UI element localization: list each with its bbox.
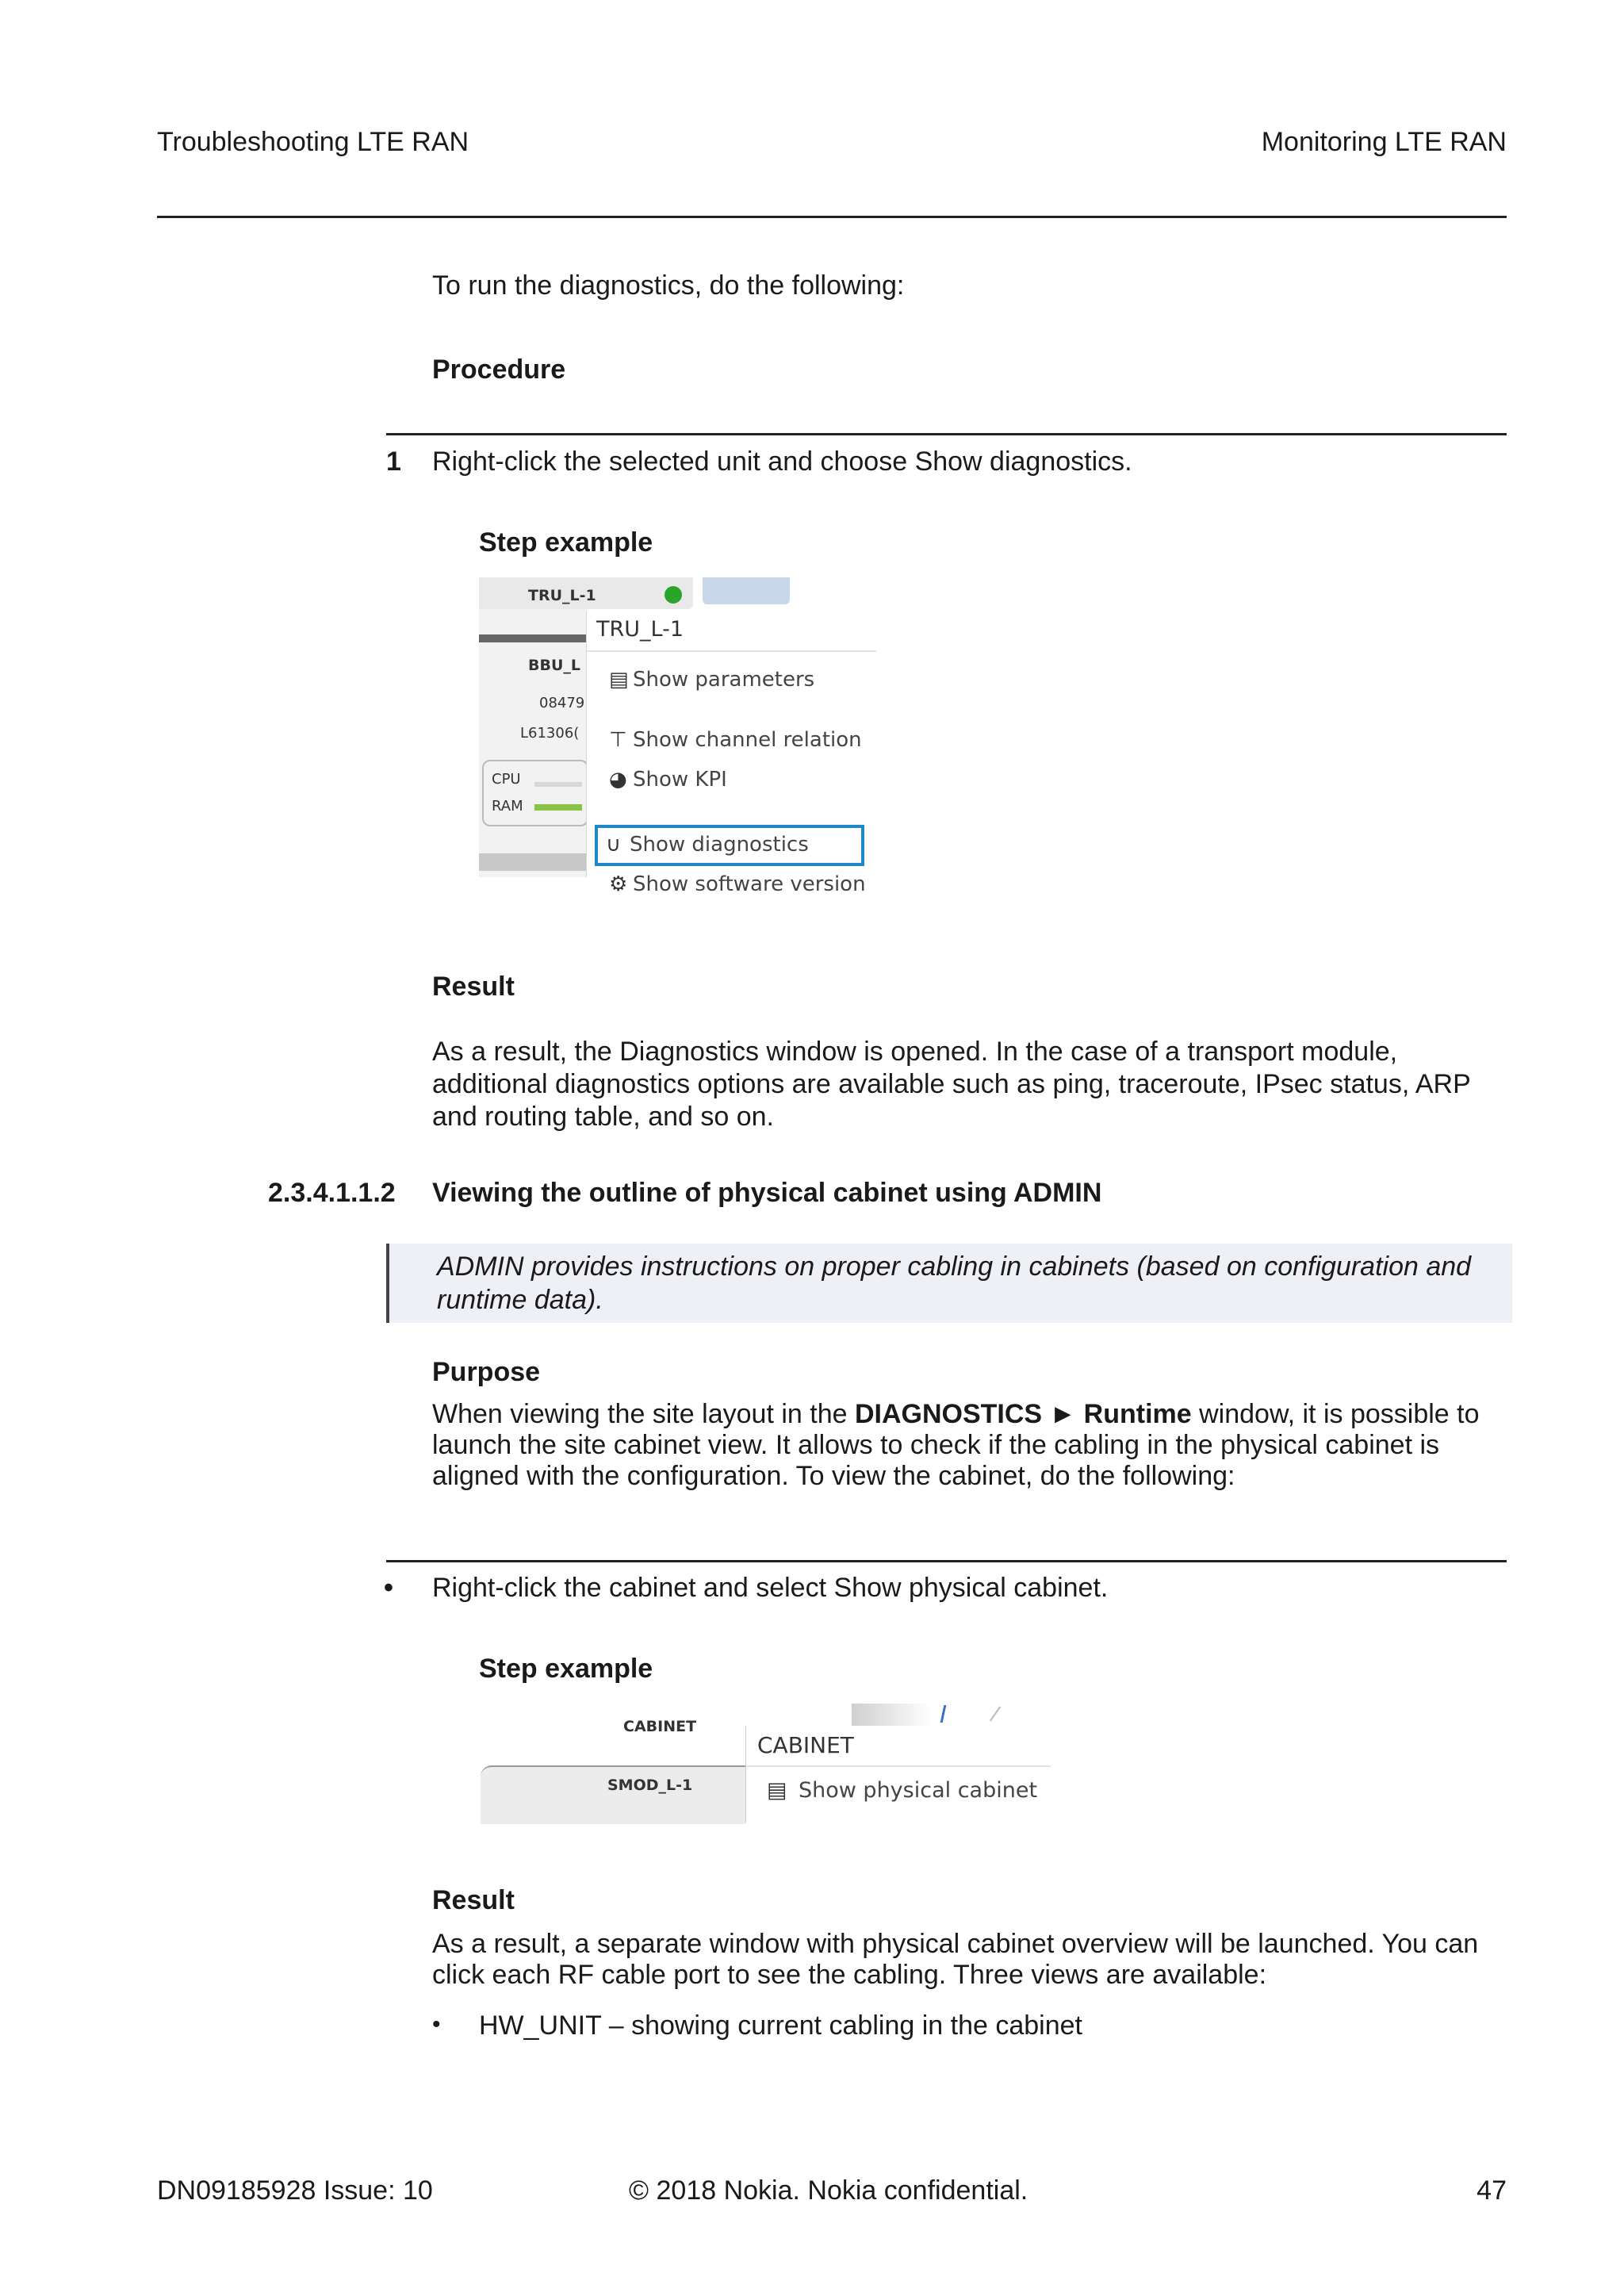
note-box: ADMIN provides instructions on proper cabling in cabinets (based on configuration and runtime data). — [386, 1244, 1512, 1323]
ram-usage-bar — [534, 804, 582, 811]
step1-text: Right-click the selected unit and choose Show diagnostics. — [432, 447, 1132, 477]
gear-icon: ⚙ — [609, 872, 628, 896]
stethoscope-icon: ∪ — [606, 833, 622, 857]
cabinet-menu-screenshot — [479, 1704, 1050, 1823]
step2-text: Right-click the cabinet and select Show physical cabinet. — [432, 1573, 1109, 1603]
section-number: 2.3.4.1.1.2 — [268, 1178, 396, 1208]
menu-item-show-kpi[interactable] — [609, 768, 727, 792]
purpose-text-before: When viewing the site layout in the — [432, 1399, 855, 1429]
step2-rule — [386, 1560, 1507, 1562]
result1-text: As a result, the Diagnostics window is opened. In the case of a transport module, additional diagnostics options are available such as ping, traceroute, IPsec status, ARP and routing table, and so on. — [432, 1037, 1471, 1132]
list-icon: ▤ — [767, 1778, 787, 1803]
result2-bullet: • — [432, 2011, 441, 2037]
smod-label: SMOD_L-1 — [607, 1777, 693, 1794]
context-menu-screenshot — [479, 577, 875, 896]
context-menu-title: TRU_L-1 — [596, 617, 684, 642]
purpose-menu-item: Runtime — [1083, 1399, 1192, 1429]
menu-item-label: Show diagnostics — [630, 833, 809, 857]
cpu-label: CPU — [492, 771, 521, 788]
result2-text: As a result, a separate window with physical cabinet overview will be launched. You can click each RF cable port to see the cabling. Three views are available: — [432, 1929, 1479, 1990]
header-left: Troubleshooting LTE RAN — [157, 127, 469, 157]
step1-rule — [386, 433, 1507, 435]
menu-item-label: Show physical cabinet — [799, 1778, 1038, 1803]
hierarchy-icon: ⊤ — [609, 728, 627, 752]
highlight-box — [595, 825, 864, 866]
pie-chart-icon: ◕ — [609, 768, 627, 792]
footer-copyright: © 2018 Nokia. Nokia confidential. — [629, 2175, 1028, 2206]
list-icon: ▤ — [609, 668, 629, 692]
menu-separator — [746, 1765, 1051, 1767]
step2-example-heading: Step example — [479, 1654, 653, 1684]
menu-item-show-physical-cabinet[interactable] — [767, 1778, 1037, 1803]
unit-label: TRU_L-1 — [528, 587, 596, 604]
result2-heading: Result — [432, 1885, 515, 1915]
cabinet-context-menu — [745, 1726, 1051, 1823]
result1-heading: Result — [432, 972, 515, 1002]
status-indicator-icon — [665, 586, 682, 604]
cpu-usage-bar — [534, 782, 582, 787]
header-right: Monitoring LTE RAN — [1261, 127, 1507, 157]
result2-item1: HW_UNIT – showing current cabling in the cabinet — [479, 2010, 1082, 2041]
menu-separator — [587, 650, 876, 652]
purpose-text-after: window, it is possible to launch the site cabinet view. It allows to check if the cabling in the physical cabinet is aligned with the configuration. To view the cabinet, do the following: — [432, 1399, 1480, 1491]
toolbar-fragment — [852, 1704, 1050, 1726]
intro-text: To run the diagnostics, do the following: — [432, 270, 905, 301]
resource-panel — [482, 760, 588, 826]
cabinet-menu-title: CABINET — [757, 1732, 854, 1758]
unit-divider — [479, 634, 586, 642]
step2-bullet: • — [384, 1573, 393, 1603]
menu-item-label: Show parameters — [633, 668, 815, 692]
menu-item-show-channel-relation[interactable] — [609, 728, 862, 752]
menu-item-label: Show software version — [633, 872, 866, 896]
menu-item-show-software-version[interactable] — [609, 872, 866, 896]
menu-item-show-parameters[interactable] — [609, 668, 814, 692]
step1-number: 1 — [386, 447, 401, 477]
unit-id-1: 08479 — [539, 695, 585, 711]
header-rule — [157, 216, 1507, 218]
panel-footer — [479, 853, 586, 871]
menu-item-label: Show KPI — [633, 768, 727, 792]
menu-arrow-icon: ► — [1049, 1399, 1077, 1429]
bbu-label: BBU_L — [528, 657, 580, 674]
cabinet-label: CABINET — [623, 1718, 697, 1735]
footer-doc-id: DN09185928 Issue: 10 — [157, 2175, 433, 2206]
menu-item-label: Show channel relation — [633, 728, 862, 752]
purpose-text — [432, 1399, 1499, 1492]
smod-panel — [481, 1765, 745, 1824]
context-menu — [586, 611, 876, 896]
purpose-heading: Purpose — [432, 1357, 541, 1387]
step1-example-heading: Step example — [479, 527, 653, 558]
neighbor-tab — [703, 577, 790, 604]
purpose-menu-name: DIAGNOSTICS — [854, 1399, 1043, 1429]
unit-id-2: L61306( — [520, 725, 580, 742]
procedure-heading: Procedure — [432, 355, 566, 385]
section-title: Viewing the outline of physical cabinet using ADMIN — [432, 1178, 1102, 1208]
footer-page-number: 47 — [1477, 2175, 1507, 2206]
ram-label: RAM — [492, 798, 523, 815]
